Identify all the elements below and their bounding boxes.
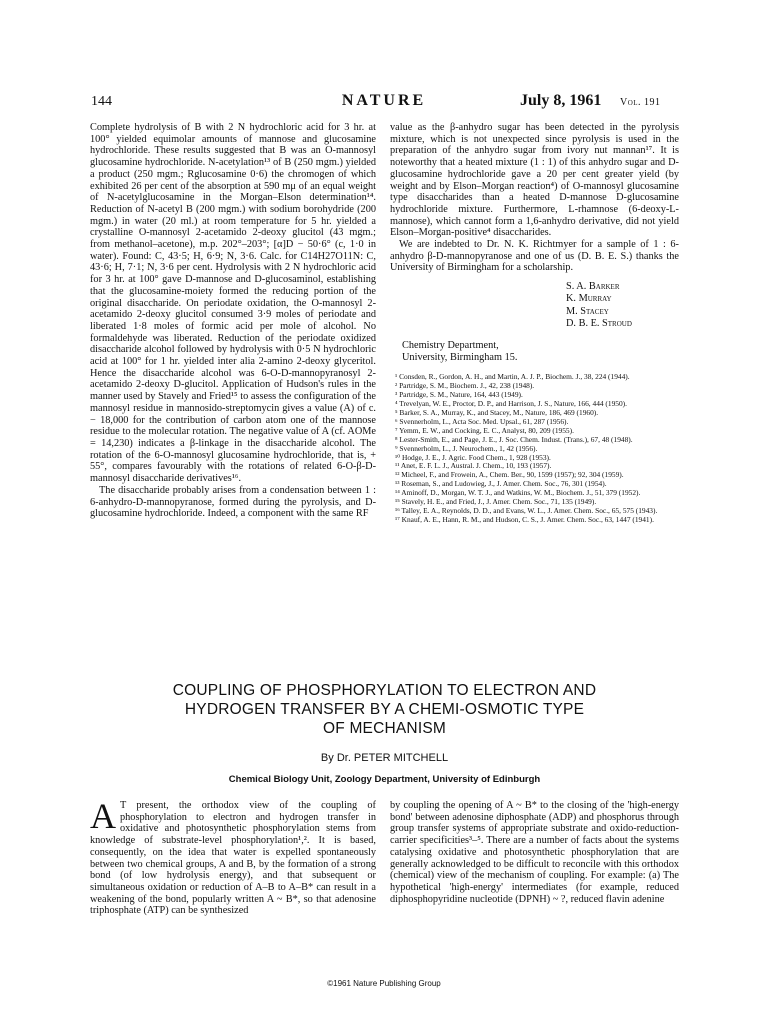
reference-item: ⁹ Svennerholm, L., J. Neurochem., 1, 42 (1956). xyxy=(395,443,538,453)
signatory: M. Stacey xyxy=(566,305,609,317)
signatory: S. A. Barker xyxy=(566,281,620,293)
volume-number: Vol. 191 xyxy=(620,97,661,108)
reference-item: ⁶ Svennerholm, L., Acta Soc. Med. Upsal., 61, 287 (1956). xyxy=(395,416,569,426)
article-right-column xyxy=(390,800,679,905)
letter-paragraph: value as the β-anhydro sugar has been detected in the pyrolysis mixture, which is not unexpected since pyrolysis is used in the preparation of the anhydro sugar from ivory nut mannan¹⁷. It is noteworthy that a heated mixture (1 : 1) of this anhydro sugar and D-glucosamine hydrochloride gave a 20 per cent greater yield (by weight and by Elson–Morgan reaction⁴) of O-mannosyl glucosamine type disaccharides than a heated D-mannose D-glucosamine hydrochloride mixture. Furthermore, L-rhamnose (6-deoxy-L-mannose), which cannot form a 1,6-anhydro derivative, did not yield Elson–Morgan-positive⁴ disaccharides. xyxy=(390,122,679,239)
reference-item: ¹⁷ Knauf, A. E., Hann, R. M., and Hudson, C. S., J. Amer. Chem. Soc., 63, 1447 (1941). xyxy=(395,514,654,524)
article-text: T present, the orthodox view of the coupling of phosphorylation to electron and hydrogen transfer in oxidative and photosynthetic phosphorylation stems from knowledge of substrate-level phosphorylation¹,². It is based, consequently, on the idea that water is expelled spontaneously between two chemical groups, A and B, by the formation of a strong bond (of low hydrolysis energy), and that subsequent or simultaneous oxidation or reduction of A–B to A–B* can result in a weakening of the bond, popularly written A ~ B*, so that adenosine triphosphate (ATP) can be synthesized xyxy=(90,800,376,917)
address-line: University, Birmingham 15. xyxy=(402,352,518,364)
acknowledgement-paragraph: We are indebted to Dr. N. K. Richtmyer for a sample of 1 : 6-anhydro β-D-mannopyranose and one of us (D. B. E. S.) thanks the University of Birmingham for a scholarship. xyxy=(390,239,679,274)
reference-item: ¹⁶ Talley, E. A., Reynolds, D. D., and Evans, W. L., J. Amer. Chem. Soc., 65, 575 (1943). xyxy=(395,505,658,515)
letter-paragraph: The disaccharide probably arises from a condensation between 1 : 6-anhydro-D-mannopyranose, formed during the pyrolysis, and D-glucosamine hydrochloride. Indeed, a component with the same RF xyxy=(90,484,376,520)
address-line: Chemistry Department, xyxy=(402,339,499,351)
copyright-footer: ©1961 Nature Publishing Group xyxy=(327,979,441,988)
article-opening-paragraph xyxy=(90,796,376,917)
letter-paragraph: Complete hydrolysis of B with 2 N hydrochloric acid for 3 hr. at 100° yielded equimolar amounts of mannose and glucosamine hydrochloride. These results suggested that B was an O-mannosyl glucosamine hydrochloride. N-acetylation¹³ of B (250 mgm.) yielded a product (250 mgm.; Rglucosamine 0·6) the chromogen of which exhibited 26 per cent of the absorption at 590 mμ of an equal weight of N-acetylglucosamine in the Morgan–Elson determination¹⁴. Reduction of N-acetyl B (200 mgm.) with sodium borohydride (200 mgm.) in water (20 ml.) at room temperature for 5 hr. yielded a crystalline O-mannosyl 2-acetamido 2-deoxy glucitol (43 mgm.; from methanol–acetone), m.p. 202°–203°; [α]D − 50·6° (c, 1·0 in water). Found: C, 43·5; H, 6·9; N, 3·6. Calc. for C14H27O11N: C, 43·6; H, 7·1; N, 3·6 per cent. Hydrolysis with 2 N hydrochloric acid for 3 hr. at 100° gave D-mannose and D-glucosaminol, establishing that the glucosamine-moiety formed the reducing portion of the original disaccharide. On periodate oxidation, the O-mannosyl 2-acetamido 2-deoxy glucitol consumed 3·9 moles of periodate and liberated 1·8 moles of formic acid per mole of alcohol. No formaldehyde was liberated. Reduction of the periodate oxidized disaccharide alcohol followed by hydrolysis with 0·5 N hydrochloric acid at 100° for 1 hr. yielded inter alia 2-amino 2-deoxy glyceritol. Hence the disaccharide alcohol was 6-O-D-mannopyranosyl 2-acetamido 2-deoxy D-glucitol. Application of Hudson's rules in the manner used by Stavely and Fried¹⁵ to assess the configuration of the mannosyl residue in mannosido-streptomycin gives a value (A) of c. − 18,000 for the contribution of carbon atom one of the mannose residue to the molecular rotation. The negative value of A (cf. AOMe = 14,230) indicates a β-linkage in the disaccharide alcohol. The rotation of the 6-O-mannosyl glucosamine hydrochloride, that is, + 55°, compares favourably with the rotations of related 6-O-β-D-mannosyl disaccharide derivatives¹⁶. xyxy=(90,122,376,485)
letter-left-column xyxy=(90,122,376,520)
signatory: D. B. E. Stroud xyxy=(566,317,632,329)
signatories xyxy=(566,281,679,330)
title-line: COUPLING OF PHOSPHORYLATION TO ELECTRON AND xyxy=(172,682,597,699)
article-title xyxy=(90,681,679,738)
reference-item: ⁴ Trevelyan, W. E., Proctor, D. P., and Harrison, J. S., Nature, 166, 444 (1950). xyxy=(395,399,627,409)
reference-item: ¹⁴ Aminoff, D., Morgan, W. T. J., and Watkins, W. M., Biochem. J., 51, 379 (1952). xyxy=(395,488,641,498)
journal-name: NATURE xyxy=(341,92,427,109)
page-number: 144 xyxy=(91,94,112,109)
reference-item: ³ Partridge, S. M., Nature, 164, 443 (1949). xyxy=(395,390,523,400)
reference-item: ⁵ Barker, S. A., Murray, K., and Stacey, M., Nature, 186, 469 (1960). xyxy=(395,407,599,417)
reference-item: ² Partridge, S. M., Biochem. J., 42, 238 (1948). xyxy=(395,381,535,391)
drop-cap: A xyxy=(90,796,116,836)
title-line: OF MECHANISM xyxy=(323,720,446,737)
reference-item: ¹⁵ Stavely, H. E., and Fried, J., J. Amer. Chem. Soc., 71, 135 (1949). xyxy=(395,497,597,507)
article-text: by coupling the opening of A ~ B* to the closing of the 'high-energy bond' between adenosine diphosphate (ADP) and phosphorus through group transfer systems of appropriate substrate and oxido-reduction-carrier specificities³–⁵. There are a number of facts about the systems catalysing oxidative and photosynthetic phosphorylation that are generally acknowledged to be difficult to reconcile with this orthodox (chemical) view of the mechanism of coupling. For example: (a) The hypothetical 'high-energy' intermediates (for example, reduced diphosphopyridine nucleotide (DPNH) ~ ?, reduced flavin adenine xyxy=(390,800,679,905)
reference-item: ⁸ Lester-Smith, E., and Page, J. E., J. Soc. Chem. Indust. (Trans.), 67, 48 (1948). xyxy=(395,434,633,444)
signatory: K. Murray xyxy=(566,293,612,305)
author-affiliation: Chemical Biology Unit, Zoology Department, University of Edinburgh xyxy=(228,774,541,785)
reference-list xyxy=(390,373,679,524)
article-left-column xyxy=(90,796,376,917)
reference-item: ¹³ Roseman, S., and Ludowieg, J., J. Amer. Chem. Soc., 76, 301 (1954). xyxy=(395,479,607,489)
reference-item: ⁷ Yemm, E. W., and Cocking, E. C., Analyst, 80, 209 (1955). xyxy=(395,425,574,435)
author-byline: By Dr. PETER MITCHELL xyxy=(320,752,449,764)
reference-item: ¹⁰ Hodge, J. E., J. Agric. Food Chem., 1, 928 (1953). xyxy=(395,452,551,462)
reference-item: ¹¹ Anet, E. F. L. J., Austral. J. Chem., 10, 193 (1957). xyxy=(395,461,552,471)
title-line: HYDROGEN TRANSFER BY A CHEMI-OSMOTIC TYPE xyxy=(184,701,585,718)
reference-item: ¹² Micheel, F., and Frowein, A., Chem. Ber., 90, 1599 (1957); 92, 304 (1959). xyxy=(395,470,624,480)
reference-item: ¹ Consden, R., Gordon, A. H., and Martin, A. J. P., Biochem. J., 38, 224 (1944). xyxy=(395,372,630,382)
issue-date: July 8, 1961 xyxy=(520,92,602,109)
address xyxy=(390,340,679,364)
letter-right-column xyxy=(390,122,679,525)
